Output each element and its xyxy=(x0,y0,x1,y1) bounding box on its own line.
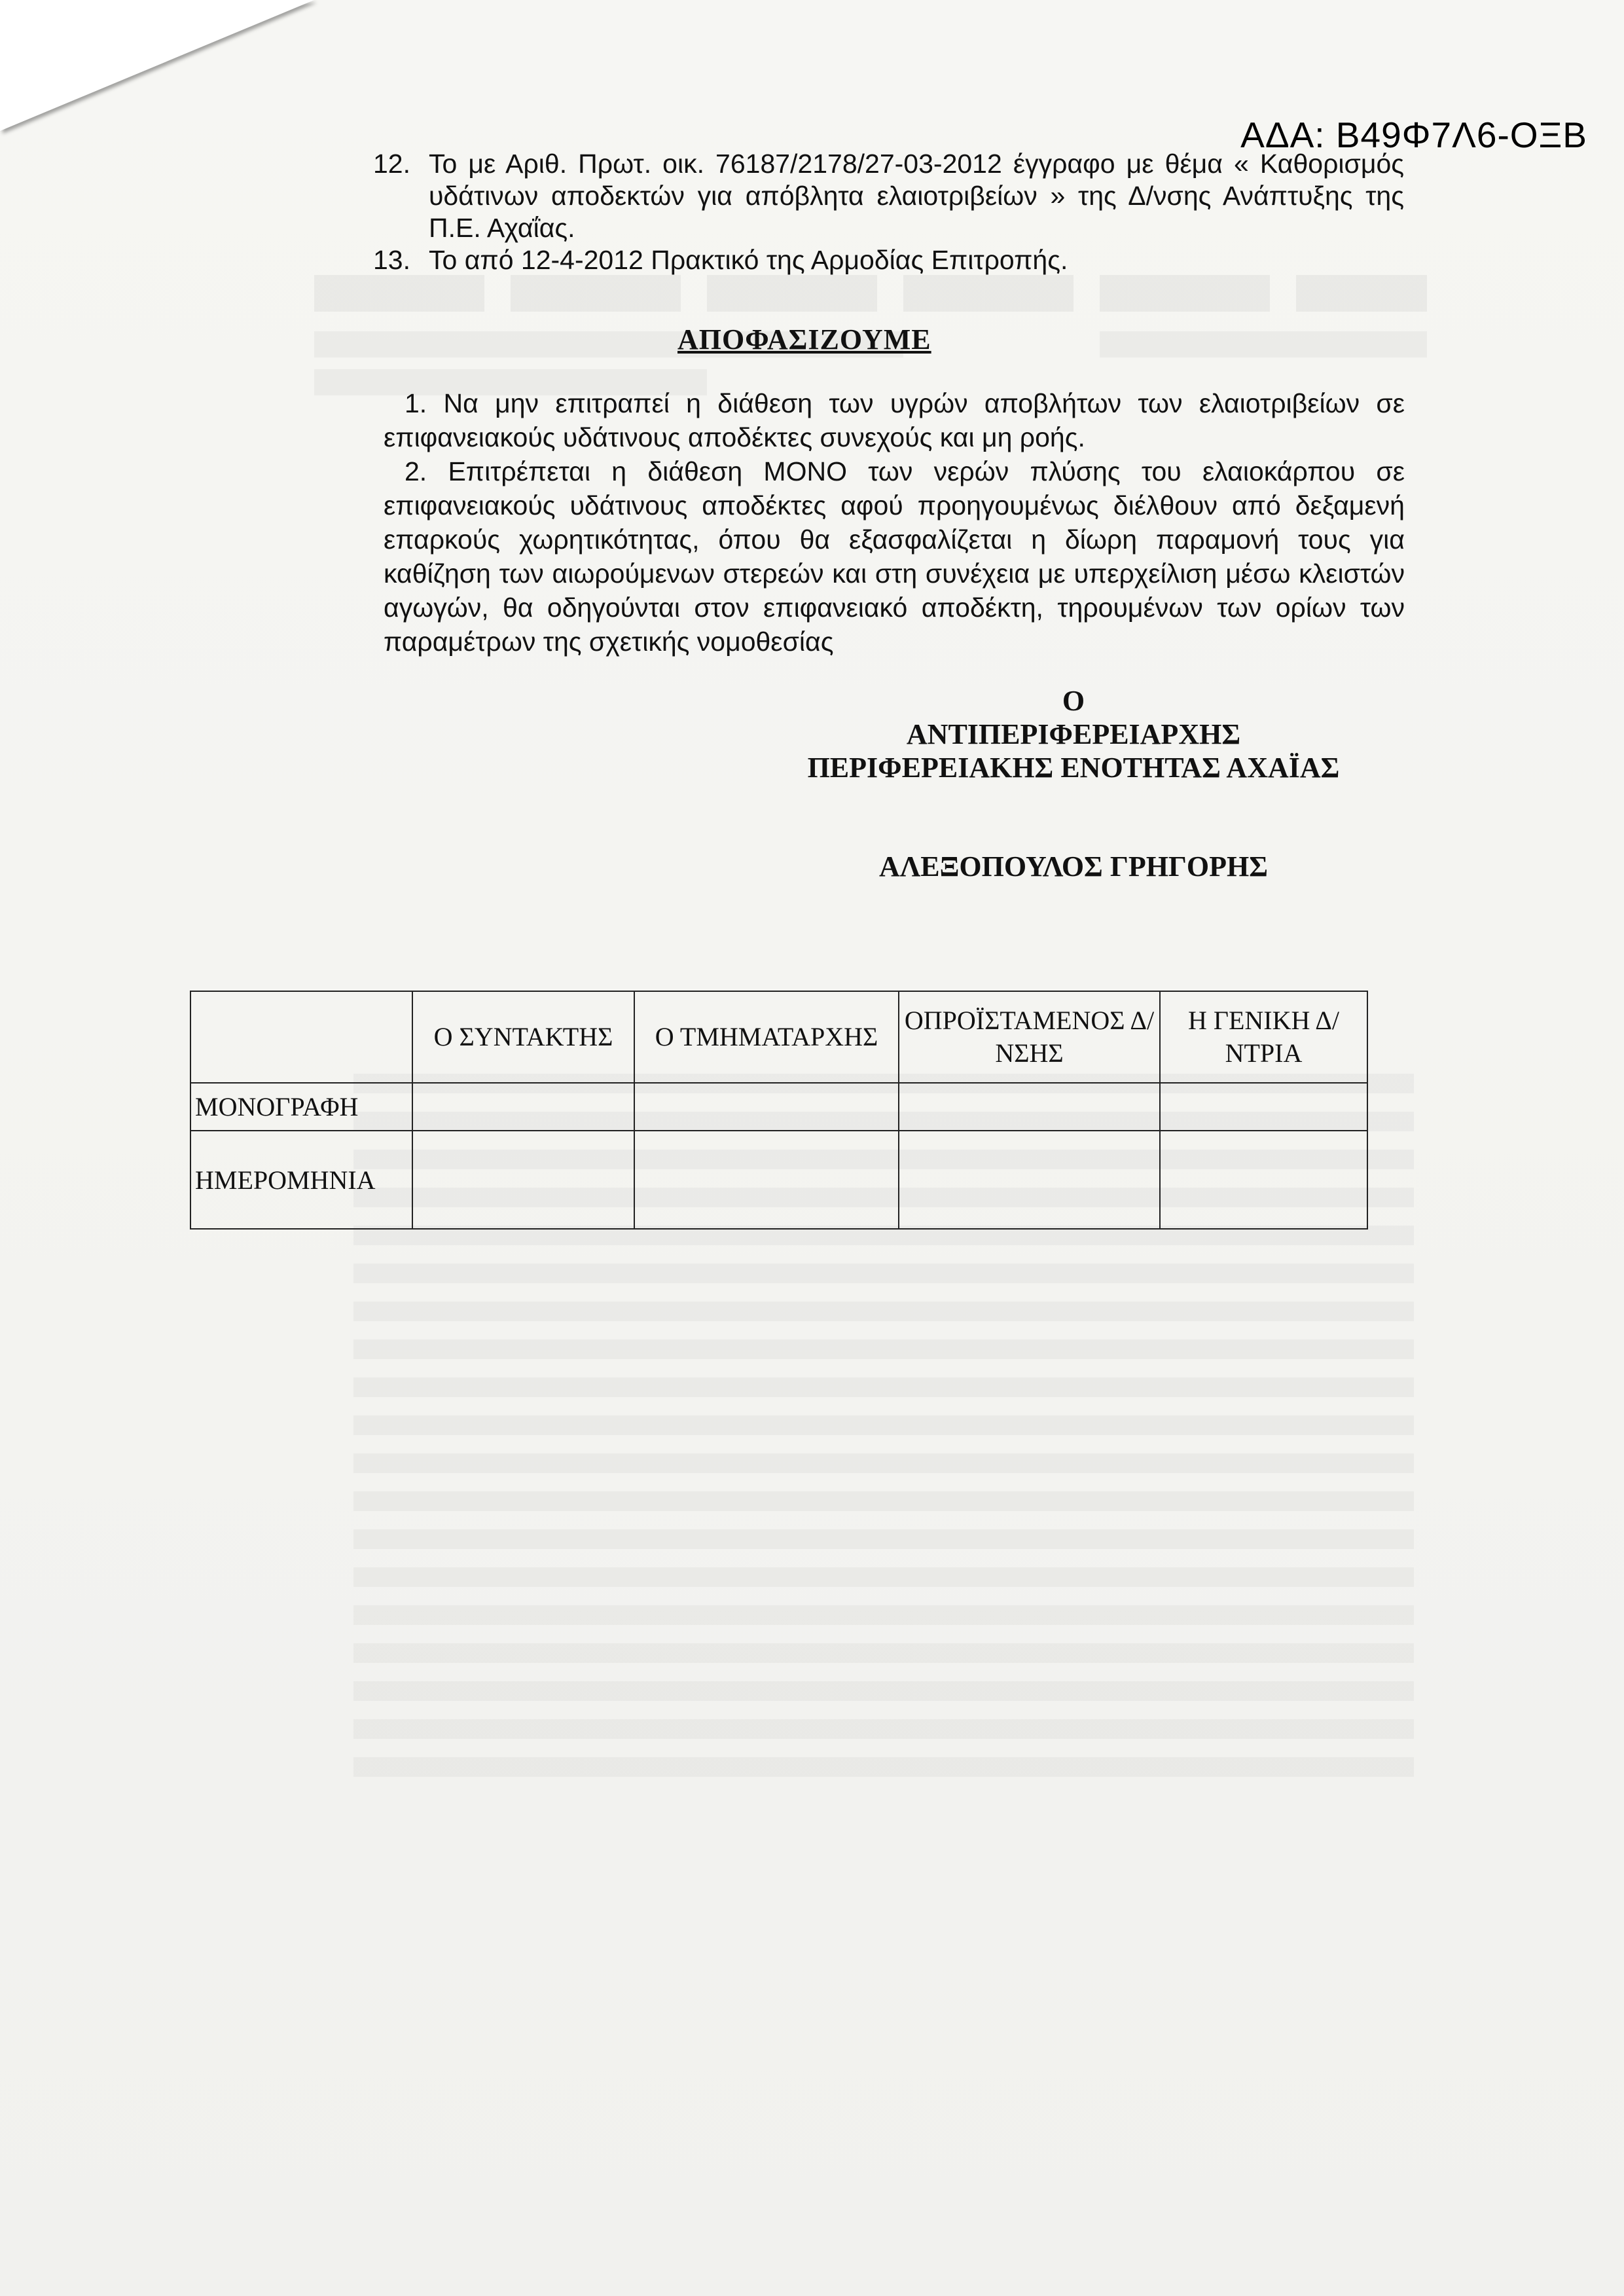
considerations-list xyxy=(373,148,1404,276)
table-header: Η ΓΕΝΙΚΗ Δ/ΝΤΡΙΑ xyxy=(1160,991,1367,1083)
signature-title: ΑΝΤΙΠΕΡΙΦΕΡΕΙΑΡΧΗΣ xyxy=(906,718,1241,750)
item-text: Το από 12-4-2012 Πρακτικό της Αρμοδίας Επιτροπής. xyxy=(429,245,1068,275)
signature-article: Ο xyxy=(1062,685,1085,717)
table-header: Ο ΣΥΝΤΑΚΤΗΣ xyxy=(412,991,634,1083)
table-header: Ο ΤΜΗΜΑΤΑΡΧΗΣ xyxy=(634,991,899,1083)
table-header-row xyxy=(190,991,1367,1083)
table-cell xyxy=(899,1131,1160,1229)
decisions-list xyxy=(384,386,1405,659)
decision-2: 2. Επιτρέπεται η διάθεση ΜΟΝΟ των νερών πλύσης του ελαιοκάρπου σε επιφανειακούς υδάτινους αποδέκτες αφού προηγουμένως διέλθουν από δεξαμενή επαρκούς χωρητικότητας, όπου θα εξασφαλίζεται η δίωρη παραμονή τους για καθίζηση των αιωρούμενων στερεών και στη συνέχεια με υπερχείλιση μέσω κλειστών αγωγών, θα οδηγούνται στον επιφανειακό αποδέκτη, τηρουμένων των ορίων των παραμέτρων της σχετικής νομοθεσίας xyxy=(384,456,1405,657)
row-label: ΗΜΕΡΟΜΗΝΙΑ xyxy=(190,1131,412,1229)
decision-1: 1. Να μην επιτραπεί η διάθεση των υγρών αποβλήτων των ελαιοτριβείων σε επιφανειακούς υδάτινους αποδέκτες συνεχούς και μη ροής. xyxy=(384,388,1405,452)
table-row xyxy=(190,1083,1367,1131)
table-cell xyxy=(412,1131,634,1229)
table-cell xyxy=(412,1083,634,1131)
table-cell xyxy=(1160,1131,1367,1229)
table-cell xyxy=(1160,1083,1367,1131)
item-number: 13. xyxy=(373,245,410,275)
decision-heading: ΑΠΟΦΑΣΙΖΟΥΜΕ xyxy=(677,323,931,355)
signatory-name: ΑΛΕΞΟΠΟΥΛΟΣ ΓΡΗΓΟΡΗΣ xyxy=(878,850,1269,883)
table-cell xyxy=(899,1083,1160,1131)
table-cell xyxy=(634,1131,899,1229)
item-text: Το με Αριθ. Πρωτ. οικ. 76187/2178/27-03-2012 έγγραφο με θέμα « Καθορισμός υδάτινων αποδεκτών για απόβλητα ελαιοτριβείων » της Δ/νσης Ανάπτυξης της Π.Ε. Αχαΐας. xyxy=(429,149,1404,243)
ada-code: ΑΔΑ: Β49Φ7Λ6-ΟΞΒ xyxy=(1240,115,1587,155)
table-header xyxy=(190,991,412,1083)
list-item xyxy=(373,244,1404,276)
table-header: ΟΠΡΟΪΣΤΑΜΕΝΟΣ Δ/ΝΣΗΣ xyxy=(899,991,1160,1083)
list-item xyxy=(373,148,1404,244)
table-cell xyxy=(634,1083,899,1131)
signature-block xyxy=(746,684,1401,883)
approval-table xyxy=(190,991,1368,1230)
table-row xyxy=(190,1131,1367,1229)
item-number: 12. xyxy=(373,149,410,179)
signature-unit: ΠΕΡΙΦΕΡΕΙΑΚΗΣ ΕΝΟΤΗΤΑΣ ΑΧΑΪΑΣ xyxy=(807,752,1340,784)
folded-corner xyxy=(0,0,314,131)
row-label: ΜΟΝΟΓΡΑΦΗ xyxy=(190,1083,412,1131)
